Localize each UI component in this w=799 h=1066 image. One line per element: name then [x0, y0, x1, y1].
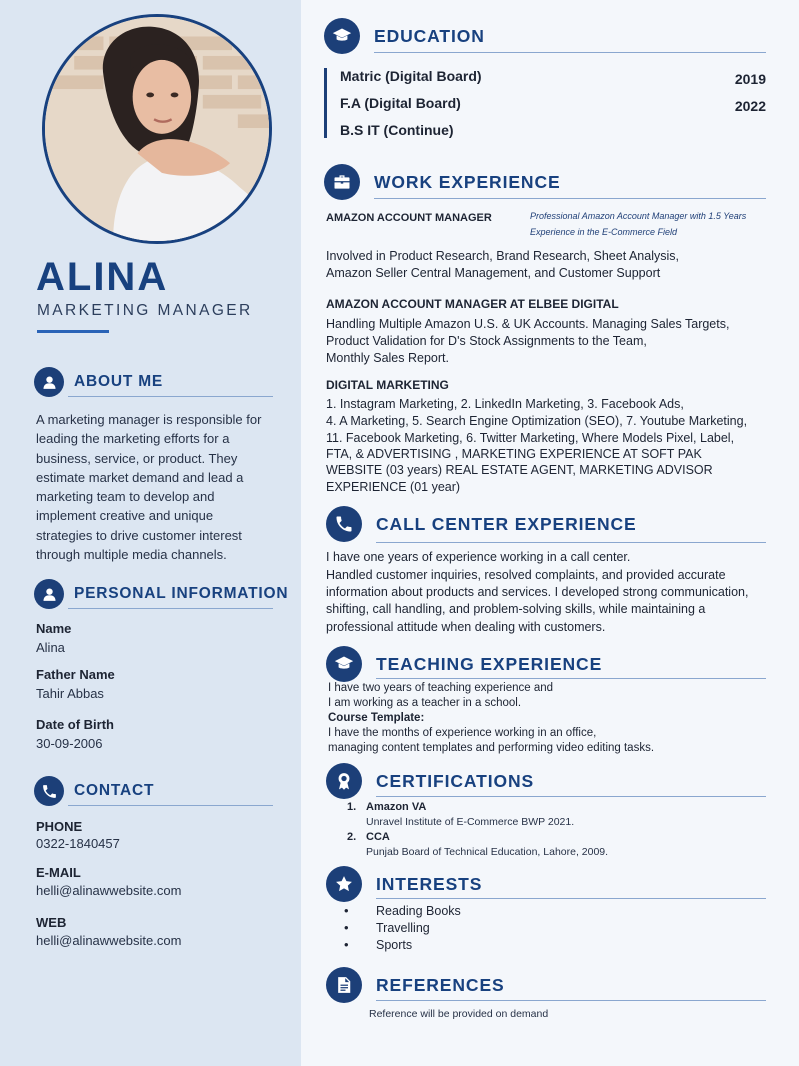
cert-number: 2.: [347, 831, 357, 843]
field-label: E-MAIL: [36, 865, 81, 880]
education-item: B.S IT (Continue): [340, 122, 454, 138]
field-label: Date of Birth: [36, 717, 114, 732]
about-divider: [68, 396, 273, 397]
about-heading: [34, 367, 163, 397]
education-item: Matric (Digital Board): [340, 68, 482, 84]
interests-divider: [376, 898, 766, 899]
phone-value: 0322-1840457: [36, 836, 120, 851]
user-icon: [34, 367, 64, 397]
job-description-line: EXPERIENCE (01 year): [326, 480, 461, 494]
phone-icon: [326, 506, 362, 542]
education-item: F.A (Digital Board): [340, 95, 461, 111]
work-divider: [374, 198, 766, 199]
job-description-line: Monthly Sales Report.: [326, 351, 449, 365]
interest-item: Reading Books: [376, 904, 461, 918]
job-description-line: Involved in Product Research, Brand Research, Sheet Analysis,: [326, 249, 679, 263]
portrait-image: [45, 17, 269, 241]
references-title: REFERENCES: [376, 974, 505, 995]
personal-title: PERSONAL INFORMATION: [74, 585, 289, 602]
cert-name: Amazon VA: [366, 801, 427, 813]
interests-title: INTERESTS: [376, 873, 483, 894]
cert-name: CCA: [366, 831, 390, 843]
field-value: Tahir Abbas: [36, 686, 104, 701]
teaching-divider: [376, 678, 766, 679]
education-year: 2022: [734, 98, 766, 114]
education-timeline-bar: [324, 68, 327, 138]
email-value: helli@alinawwebsite.com: [36, 883, 182, 898]
call-center-divider: [376, 542, 766, 543]
name-divider: [37, 330, 109, 333]
user-icon: [34, 579, 64, 609]
work-title: WORK EXPERIENCE: [374, 171, 561, 192]
field-label: Name: [36, 621, 72, 636]
cert-detail: Unravel Institute of E-Commerce BWP 2021.: [366, 816, 575, 828]
award-icon: [326, 763, 362, 799]
education-title: EDUCATION: [374, 25, 485, 46]
call-center-line: professional attitude when dealing with customers.: [326, 620, 606, 634]
profile-role: MARKETING MANAGER: [37, 302, 253, 319]
certifications-heading: [326, 763, 534, 799]
course-template-label: Course Template:: [328, 712, 425, 724]
contact-heading: [34, 776, 154, 806]
references-divider: [376, 1000, 766, 1001]
job-description-line: Product Validation for D's Stock Assignments to the Team,: [326, 334, 647, 348]
job-description-line: FTA, & ADVERTISING , MARKETING EXPERIENCE AT SOFT PAK: [326, 447, 702, 461]
call-center-title: CALL CENTER EXPERIENCE: [376, 513, 637, 534]
document-icon: [326, 967, 362, 1003]
teaching-heading: [326, 646, 602, 682]
job-description-line: 11. Facebook Marketing, 6. Twitter Marketing, Where Models Pixel, Label,: [326, 431, 735, 445]
job-note: Professional Amazon Account Manager with 1.5 Years: [530, 211, 747, 221]
profile-photo: [42, 14, 272, 244]
teaching-line: I am working as a teacher in a school.: [328, 697, 522, 709]
job-description-line: WEBSITE (03 years) REAL ESTATE AGENT, MARKETING ADVISOR: [326, 463, 713, 477]
job-description-line: Handling Multiple Amazon U.S. & UK Accounts. Managing Sales Targets,: [326, 317, 730, 331]
cert-number: 1.: [347, 801, 357, 813]
interest-item: Travelling: [376, 921, 430, 935]
certifications-divider: [376, 796, 766, 797]
teaching-title: TEACHING EXPERIENCE: [376, 653, 603, 674]
bullet: •: [344, 920, 349, 935]
graduation-cap-icon: [324, 18, 360, 54]
field-label: WEB: [36, 915, 67, 930]
field-label: Father Name: [36, 667, 115, 682]
references-text: Reference will be provided on demand: [369, 1008, 549, 1020]
field-label: PHONE: [36, 819, 83, 834]
education-year: 2019: [734, 71, 766, 87]
contact-title: CONTACT: [74, 782, 155, 799]
call-center-line: Handled customer inquiries, resolved complaints, and provided accurate: [326, 568, 726, 582]
work-heading: [324, 164, 561, 200]
job-title: AMAZON ACCOUNT MANAGER AT ELBEE DIGITAL: [326, 297, 619, 311]
call-center-line: shifting, call handling, and problem-solving skills, while maintaining a: [326, 602, 706, 616]
job-description-line: Amazon Seller Central Management, and Customer Support: [326, 266, 661, 280]
web-value: helli@alinawwebsite.com: [36, 933, 182, 948]
job-title: AMAZON ACCOUNT MANAGER: [326, 212, 492, 224]
personal-divider: [68, 608, 273, 609]
about-text: A marketing manager is responsible for leading the marketing efforts for a business, service, or product. They estimate market demand and lead a marketing team to develop and implement creative and unique strategies to drive customer interest through multiple media channels.: [36, 412, 262, 563]
bullet: •: [344, 903, 349, 918]
teaching-line: I have the months of experience working in an office,: [328, 727, 597, 739]
certifications-title: CERTIFICATIONS: [376, 770, 535, 791]
job-description-line: 4. A Marketing, 5. Search Engine Optimization (SEO), 7. Youtube Marketing,: [326, 414, 748, 428]
field-value: Alina: [36, 640, 65, 655]
teaching-line: I have two years of teaching experience and: [328, 682, 554, 694]
references-heading: [326, 967, 505, 1003]
about-title: ABOUT ME: [74, 373, 164, 390]
interests-heading: [326, 866, 482, 902]
contact-divider: [68, 805, 273, 806]
graduation-cap-icon: [326, 646, 362, 682]
personal-heading: [34, 579, 288, 609]
sidebar: [0, 0, 301, 1066]
star-icon: [326, 866, 362, 902]
job-description-line: 1. Instagram Marketing, 2. LinkedIn Marketing, 3. Facebook Ads,: [326, 397, 684, 411]
briefcase-icon: [324, 164, 360, 200]
education-heading: [324, 18, 485, 54]
call-center-line: information about products and services. I developed strong communication,: [326, 585, 749, 599]
phone-icon: [34, 776, 64, 806]
field-value: 30-09-2006: [36, 736, 103, 751]
teaching-line: managing content templates and performing video editing tasks.: [328, 742, 655, 754]
bullet: •: [344, 937, 349, 952]
call-center-line: I have one years of experience working in a call center.: [326, 550, 631, 564]
interest-item: Sports: [376, 938, 413, 952]
profile-name: ALINA: [36, 255, 169, 299]
job-note: Experience in the E-Commerce Field: [530, 227, 678, 237]
cert-detail: Punjab Board of Technical Education, Lahore, 2009.: [366, 846, 609, 858]
job-title: DIGITAL MARKETING: [326, 378, 449, 392]
call-center-heading: [326, 506, 637, 542]
education-divider: [374, 52, 766, 53]
